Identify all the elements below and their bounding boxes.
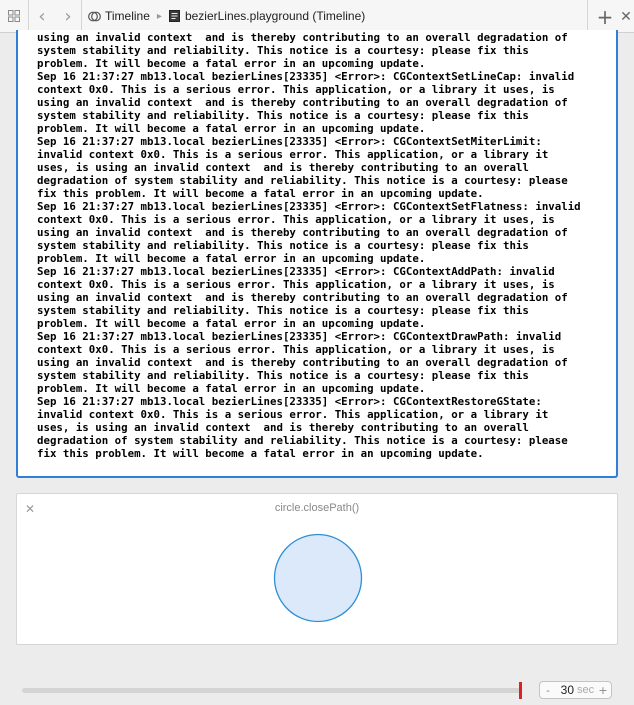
console-line: fix this problem. It will become a fatal error in an upcoming update. <box>37 187 484 200</box>
console-line: system stability and reliability. This notice is a courtesy: please fix this <box>37 239 529 252</box>
breadcrumb-timeline[interactable] <box>88 9 150 23</box>
console-line: using an invalid context and is thereby contributing to an overall degradation of <box>37 96 568 109</box>
duration-stepper[interactable] <box>539 681 612 699</box>
console-line: invalid context 0x0. This is a serious error. This application, or a library it <box>37 408 549 421</box>
console-line: problem. It will become a fatal error in an upcoming update. <box>37 252 426 265</box>
console-line: system stability and reliability. This notice is a courtesy: please fix this <box>37 44 529 57</box>
timeline-scrubber-track[interactable] <box>22 688 522 693</box>
console-line: Sep 16 21:37:27 mb13.local bezierLines[23335] <Error>: CGContextAddPath: invalid <box>37 265 555 278</box>
console-line: invalid context 0x0. This is a serious error. This application, or a library it <box>37 148 549 161</box>
console-output-panel[interactable] <box>16 30 618 478</box>
chevron-left-icon[interactable]: ‹ <box>38 5 46 27</box>
console-line: system stability and reliability. This notice is a courtesy: please fix this <box>37 304 529 317</box>
console-line: problem. It will become a fatal error in an upcoming update. <box>37 57 426 70</box>
console-log-text <box>37 31 607 460</box>
console-line: context 0x0. This is a serious error. This application, or a library it uses, is <box>37 343 555 356</box>
console-line: problem. It will become a fatal error in an upcoming update. <box>37 317 426 330</box>
breadcrumb-file-label: bezierLines.playground (Timeline) <box>184 9 366 23</box>
duration-unit: sec <box>577 684 595 696</box>
console-line: context 0x0. This is a serious error. This application, or a library it uses, is <box>37 213 555 226</box>
console-line: uses, is using an invalid context and is thereby contributing to an overall <box>37 421 529 434</box>
timeline-playhead[interactable] <box>519 682 522 699</box>
grid-icon[interactable] <box>0 0 28 33</box>
close-icon[interactable]: ✕ <box>25 502 36 516</box>
breadcrumb-timeline-label: Timeline <box>105 9 150 23</box>
console-line: Sep 16 21:37:27 mb13.local bezierLines[23335] <Error>: CGContextRestoreGState: <box>37 395 542 408</box>
plus-icon[interactable]: + <box>596 4 614 29</box>
console-line: system stability and reliability. This notice is a courtesy: please fix this <box>37 369 529 382</box>
circle-preview <box>272 532 364 624</box>
console-line: context 0x0. This is a serious error. This application, or a library it uses, is <box>37 83 555 96</box>
toolbar-divider <box>587 0 588 33</box>
console-line: Sep 16 21:37:27 mb13.local bezierLines[23335] <Error>: CGContextSetLineCap: invalid <box>37 70 575 83</box>
console-line: Sep 16 21:37:27 mb13.local bezierLines[23335] <Error>: CGContextDrawPath: invalid <box>37 330 562 343</box>
increment-button[interactable]: + <box>598 683 608 697</box>
jump-bar <box>0 0 634 33</box>
console-line: degradation of system stability and reliability. This notice is a courtesy: please <box>37 434 568 447</box>
decrement-button[interactable]: - <box>546 683 550 697</box>
result-view-card <box>16 493 618 645</box>
console-line: Sep 16 21:37:27 mb13.local bezierLines[23335] <Error>: CGContextSetFlatness: invalid <box>37 200 581 213</box>
result-title: circle.closePath() <box>274 502 360 514</box>
console-line: Sep 16 21:37:27 mb13.local bezierLines[23335] <Error>: CGContextSetMiterLimit: <box>37 135 542 148</box>
console-line: using an invalid context and is thereby contributing to an overall degradation of <box>37 31 568 44</box>
console-line: problem. It will become a fatal error in an upcoming update. <box>37 382 426 395</box>
console-line: system stability and reliability. This notice is a courtesy: please fix this <box>37 109 529 122</box>
file-icon <box>169 10 180 22</box>
console-line: context 0x0. This is a serious error. This application, or a library it uses, is <box>37 278 555 291</box>
console-line: fix this problem. It will become a fatal error in an upcoming update. <box>37 447 484 460</box>
chevron-right-icon[interactable]: › <box>64 5 72 27</box>
timeline-icon <box>88 10 101 23</box>
breadcrumb-separator-icon: ▸ <box>156 10 162 22</box>
console-line: using an invalid context and is thereby contributing to an overall degradation of <box>37 356 568 369</box>
console-line: degradation of system stability and reliability. This notice is a courtesy: please <box>37 174 568 187</box>
timeline-bar <box>0 674 634 705</box>
breadcrumb-file[interactable] <box>169 9 365 23</box>
duration-value: 30 <box>560 683 574 697</box>
console-line: uses, is using an invalid context and is thereby contributing to an overall <box>37 161 529 174</box>
console-line: using an invalid context and is thereby contributing to an overall degradation of <box>37 291 568 304</box>
console-line: problem. It will become a fatal error in an upcoming update. <box>37 122 426 135</box>
circle-shape <box>275 535 362 622</box>
console-line: using an invalid context and is thereby contributing to an overall degradation of <box>37 226 568 239</box>
toolbar-divider <box>81 0 82 33</box>
close-icon[interactable]: ✕ <box>620 8 632 25</box>
